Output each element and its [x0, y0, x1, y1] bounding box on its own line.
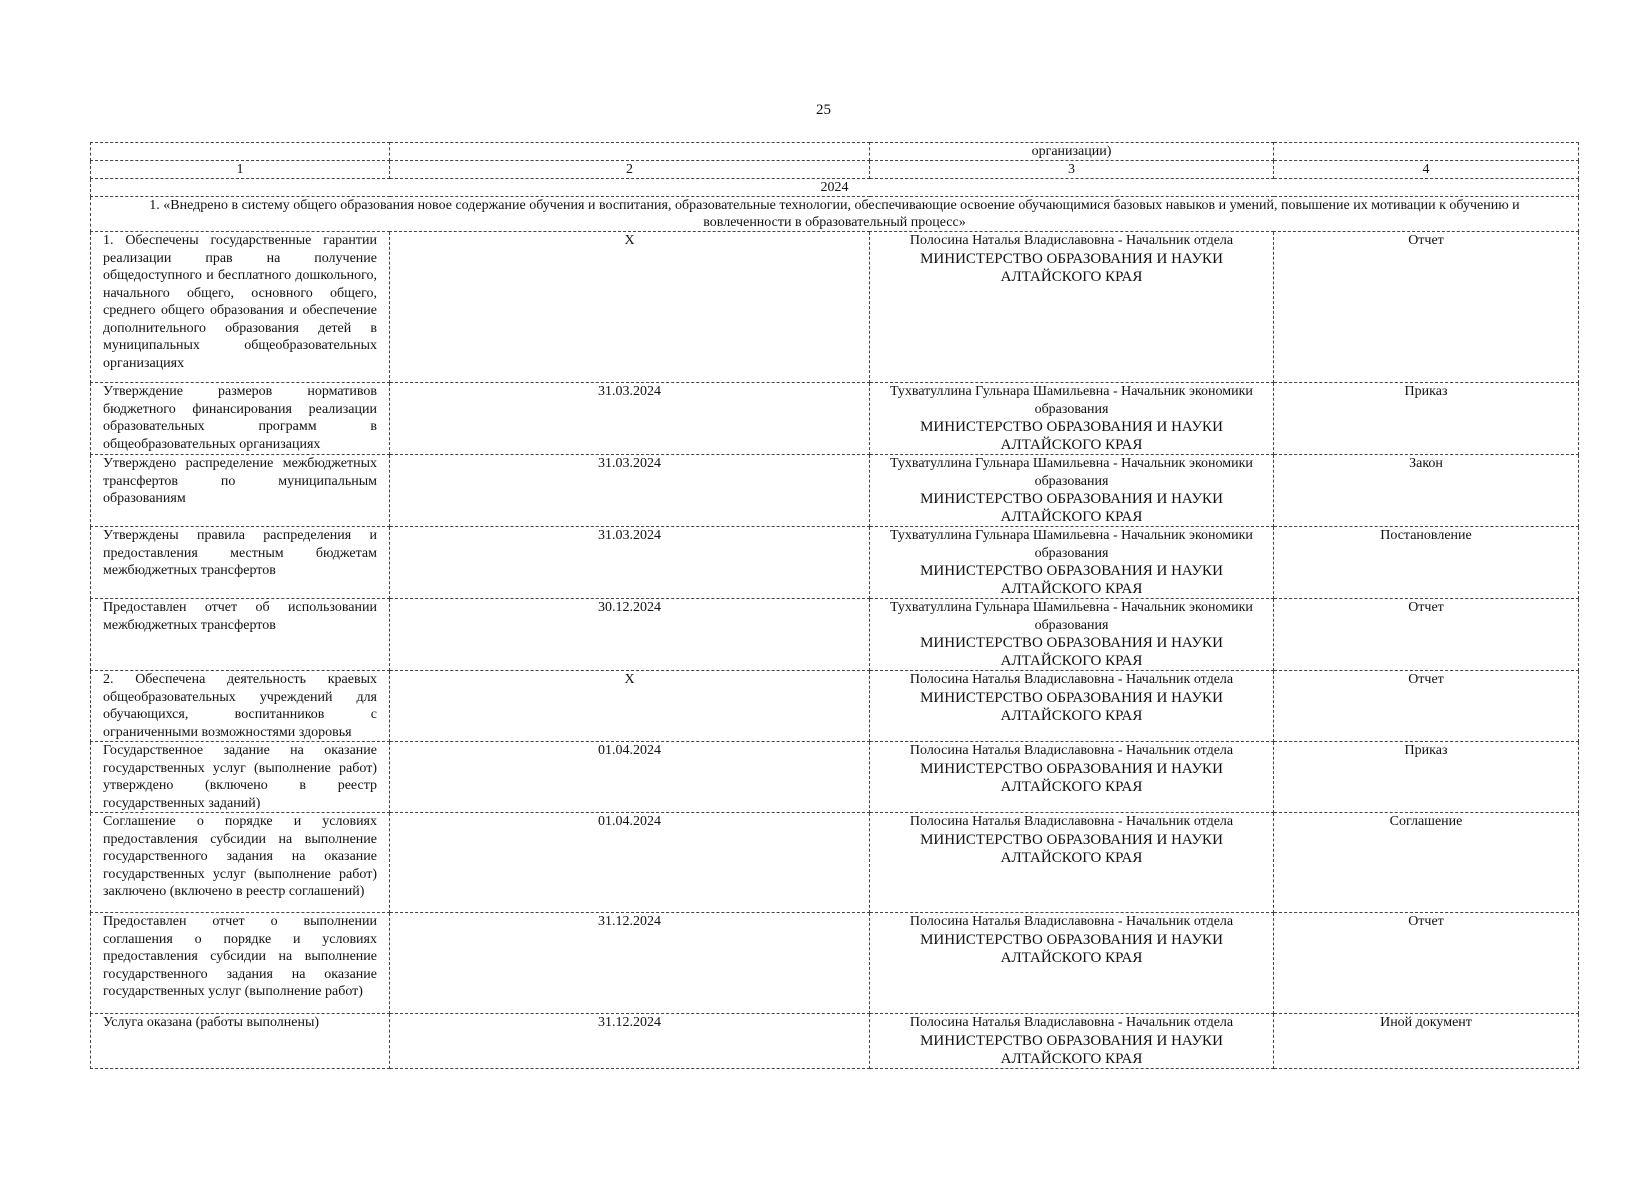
due-date: 31.12.2024 — [390, 913, 870, 1014]
table-row — [91, 232, 1579, 383]
continuation-cell-4 — [1274, 143, 1579, 161]
continuation-cell-3: организации) — [870, 143, 1274, 161]
responsible-organization: МИНИСТЕРСТВО ОБРАЗОВАНИЯ И НАУКИ АЛТАЙСКОГО КРАЯ — [920, 419, 1223, 453]
responsible-cell — [870, 232, 1274, 383]
responsible-person: Полосина Наталья Владиславовна - Начальник отдела — [909, 814, 1234, 829]
measure-name: Предоставлен отчет о выполнении соглашения о порядке и условиях предоставления субсидии на выполнение государственного задания на оказание государственных услуг (выполнение работ) — [91, 913, 390, 1014]
plan-table-body — [91, 143, 1579, 1069]
due-date: 31.03.2024 — [390, 455, 870, 527]
table-row — [91, 527, 1579, 599]
column-number-2: 2 — [390, 161, 870, 179]
table-row — [91, 913, 1579, 1014]
due-date: 01.04.2024 — [390, 742, 870, 813]
responsible-cell — [870, 455, 1274, 527]
responsible-organization: МИНИСТЕРСТВО ОБРАЗОВАНИЯ И НАУКИ АЛТАЙСКОГО КРАЯ — [920, 491, 1223, 525]
table-row — [91, 742, 1579, 813]
measure-name: Соглашение о порядке и условиях предоставления субсидии на выполнение государственного задания на оказание государственных услуг (выполнение работ) заключено (включено в реестр соглашений) — [91, 813, 390, 913]
responsible-person: Полосина Наталья Владиславовна - Начальник отдела — [909, 233, 1234, 248]
measure-name: Предоставлен отчет об использовании межбюджетных трансфертов — [91, 599, 390, 671]
column-number-1: 1 — [91, 161, 390, 179]
table-row — [91, 813, 1579, 913]
column-number-row — [91, 161, 1579, 179]
responsible-person: Тухватуллина Гульнара Шамильевна - Начальник экономики образования — [890, 384, 1253, 417]
due-date: X — [390, 232, 870, 383]
responsible-cell — [870, 1014, 1274, 1069]
document-type: Отчет — [1274, 671, 1579, 742]
document-type: Отчет — [1274, 599, 1579, 671]
due-date: 31.03.2024 — [390, 527, 870, 599]
measure-name: 1. Обеспечены государственные гарантии реализации прав на получение общедоступного и бесплатного дошкольного, начального общего, основного общего, среднего общего образования и обеспечение дополнительного образования детей в муниципальных общеобразовательных организациях — [91, 232, 390, 383]
due-date: 31.03.2024 — [390, 383, 870, 455]
measure-name: Утверждено распределение межбюджетных трансфертов по муниципальным образованиям — [91, 455, 390, 527]
task-title: 1. «Внедрено в систему общего образования новое содержание обучения и воспитания, образовательные технологии, обеспечивающие освоение обучающимися базовых навыков и умений, повышение их мотивации к обучению и вовлеченности в образовательный процесс» — [91, 197, 1579, 232]
responsible-person: Тухватуллина Гульнара Шамильевна - Начальник экономики образования — [890, 456, 1253, 489]
responsible-organization: МИНИСТЕРСТВО ОБРАЗОВАНИЯ И НАУКИ АЛТАЙСКОГО КРАЯ — [920, 760, 1223, 795]
measure-name: Государственное задание на оказание государственных услуг (выполнение работ) утверждено (включено в реестр государственных заданий) — [91, 742, 390, 813]
responsible-organization: МИНИСТЕРСТВО ОБРАЗОВАНИЯ И НАУКИ АЛТАЙСКОГО КРАЯ — [920, 931, 1223, 966]
column-number-3: 3 — [870, 161, 1274, 179]
due-date: X — [390, 671, 870, 742]
document-type: Приказ — [1274, 742, 1579, 813]
year-cell: 2024 — [91, 179, 1579, 197]
document-type: Приказ — [1274, 383, 1579, 455]
measure-name: Утверждение размеров нормативов бюджетного финансирования реализации образовательных программ в общеобразовательных организациях — [91, 383, 390, 455]
due-date: 01.04.2024 — [390, 813, 870, 913]
responsible-organization: МИНИСТЕРСТВО ОБРАЗОВАНИЯ И НАУКИ АЛТАЙСКОГО КРАЯ — [920, 635, 1223, 669]
table-row — [91, 455, 1579, 527]
responsible-person: Полосина Наталья Владиславовна - Начальник отдела — [909, 672, 1234, 687]
document-type: Иной документ — [1274, 1014, 1579, 1069]
table-row — [91, 599, 1579, 671]
responsible-organization: МИНИСТЕРСТВО ОБРАЗОВАНИЯ И НАУКИ АЛТАЙСКОГО КРАЯ — [920, 689, 1223, 724]
responsible-person: Полосина Наталья Владиславовна - Начальник отдела — [909, 914, 1234, 929]
plan-table — [90, 142, 1579, 1069]
due-date: 30.12.2024 — [390, 599, 870, 671]
responsible-organization: МИНИСТЕРСТВО ОБРАЗОВАНИЯ И НАУКИ АЛТАЙСКОГО КРАЯ — [920, 563, 1223, 597]
column-number-4: 4 — [1274, 161, 1579, 179]
table-row — [91, 1014, 1579, 1069]
responsible-person: Полосина Наталья Владиславовна - Начальник отдела — [909, 743, 1234, 758]
document-type: Закон — [1274, 455, 1579, 527]
document-type: Отчет — [1274, 913, 1579, 1014]
continuation-cell-2 — [390, 143, 870, 161]
task-row — [91, 197, 1579, 232]
measure-name: 2. Обеспечена деятельность краевых общеобразовательных учреждений для обучающихся, воспитанников с ограниченными возможностями здоровья — [91, 671, 390, 742]
year-row — [91, 179, 1579, 197]
page-number: 25 — [816, 102, 831, 118]
responsible-cell — [870, 742, 1274, 813]
responsible-cell — [870, 383, 1274, 455]
document-type: Соглашение — [1274, 813, 1579, 913]
due-date: 31.12.2024 — [390, 1014, 870, 1069]
responsible-cell — [870, 671, 1274, 742]
measure-name: Услуга оказана (работы выполнены) — [91, 1014, 390, 1069]
measure-name: Утверждены правила распределения и предоставления местным бюджетам межбюджетных трансфертов — [91, 527, 390, 599]
document-type: Отчет — [1274, 232, 1579, 383]
document-type: Постановление — [1274, 527, 1579, 599]
responsible-person: Тухватуллина Гульнара Шамильевна - Начальник экономики образования — [890, 600, 1253, 633]
table-row — [91, 671, 1579, 742]
responsible-cell — [870, 599, 1274, 671]
responsible-person: Тухватуллина Гульнара Шамильевна - Начальник экономики образования — [890, 528, 1253, 561]
responsible-organization: МИНИСТЕРСТВО ОБРАЗОВАНИЯ И НАУКИ АЛТАЙСКОГО КРАЯ — [920, 1032, 1223, 1067]
continuation-cell-1 — [91, 143, 390, 161]
responsible-cell — [870, 527, 1274, 599]
responsible-organization: МИНИСТЕРСТВО ОБРАЗОВАНИЯ И НАУКИ АЛТАЙСКОГО КРАЯ — [920, 250, 1223, 285]
responsible-cell — [870, 813, 1274, 913]
table-row — [91, 383, 1579, 455]
responsible-organization: МИНИСТЕРСТВО ОБРАЗОВАНИЯ И НАУКИ АЛТАЙСКОГО КРАЯ — [920, 831, 1223, 866]
responsible-cell — [870, 913, 1274, 1014]
continuation-row — [91, 143, 1579, 161]
responsible-person: Полосина Наталья Владиславовна - Начальник отдела — [909, 1015, 1234, 1030]
